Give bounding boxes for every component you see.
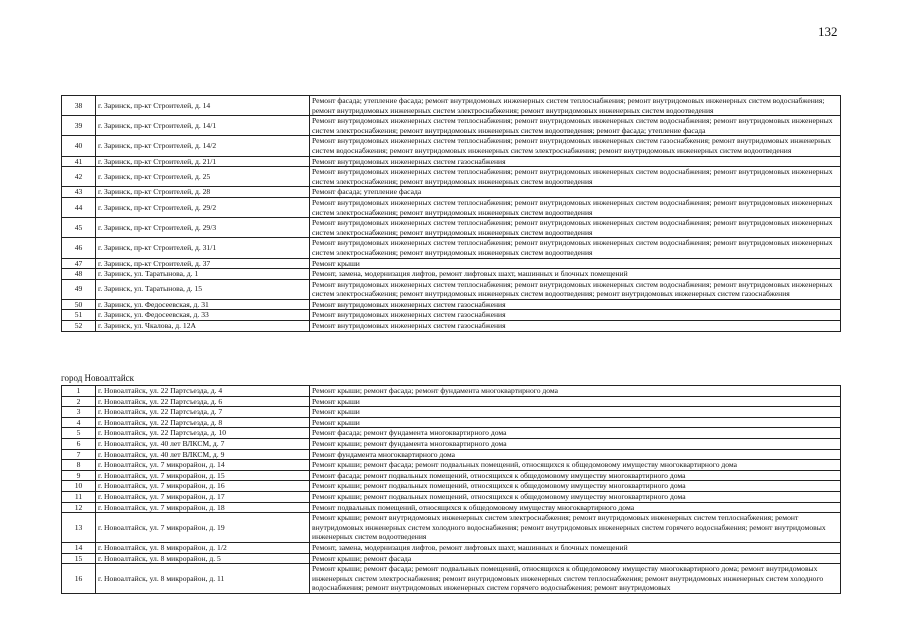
row-works: Ремонт внутридомовых инженерных систем газоснабжения [310,299,841,310]
table-row [62,542,841,553]
row-number: 47 [62,258,96,269]
table-row [62,396,841,407]
table-row [62,407,841,418]
row-works: Ремонт, замена, модернизация лифтов, ремонт лифтовых шахт, машинных и блочных помещений [310,269,841,280]
row-works: Ремонт внутридомовых инженерных систем теплоснабжения; ремонт внутридомовых инженерных систем водоснабжения; ремонт внутридомовых инженерных систем электроснабжения; ремонт внутридомовых инженерных систем водоотведения [310,238,841,258]
row-works: Ремонт подвальных помещений, относящихся к общедомовому имуществу многоквартирного дома [310,502,841,513]
row-number: 12 [62,502,96,513]
row-number: 38 [62,96,96,116]
row-works: Ремонт внутридомовых инженерных систем теплоснабжения; ремонт внутридомовых инженерных систем водоснабжения; ремонт внутридомовых инженерных систем электроснабжения; ремонт внутридомовых инженерных систем водоотведения [310,167,841,187]
row-number: 13 [62,513,96,543]
row-works: Ремонт крыши; ремонт фасада; ремонт фундамента многоквартирного дома [310,386,841,397]
table-row [62,269,841,280]
row-works: Ремонт крыши [310,417,841,428]
table-row [62,502,841,513]
table-row [62,564,841,594]
row-number: 40 [62,136,96,156]
row-works: Ремонт фасада; утепление фасада [310,187,841,198]
row-works: Ремонт фасада; утепление фасада; ремонт внутридомовых инженерных систем теплоснабжения; ремонт внутридомовых инженерных систем водоснабжения; ремонт внутридомовых инженерных систем электроснабжения; ремонт внутридомовых инженерных систем водоотведения [310,96,841,116]
table-row [62,491,841,502]
page-number: 132 [818,24,838,39]
row-address: г. Заринск, пр-кт Строителей, д. 21/1 [96,156,310,167]
zarinsk-table [61,95,841,332]
row-address: г. Новоалтайск, ул. 8 микрорайон, д. 11 [96,564,310,594]
row-address: г. Заринск, ул. Федосеевская, д. 33 [96,310,310,321]
row-number: 1 [62,386,96,397]
row-number: 16 [62,564,96,594]
row-works: Ремонт, замена, модернизация лифтов, ремонт лифтовых шахт, машинных и блочных помещений [310,542,841,553]
row-works: Ремонт крыши; ремонт внутридомовых инженерных систем электроснабжения; ремонт внутридомовых инженерных систем теплоснабжения; ремонт внутридомовых инженерных систем холодного водоснабжения; ремонт внутридомовых инженерных систем горячего водоснабжения; ремонт внутридомовых инженерных систем водоотведения [310,513,841,543]
row-number: 45 [62,218,96,238]
row-number: 3 [62,407,96,418]
row-address: г. Заринск, пр-кт Строителей, д. 14/2 [96,136,310,156]
table-row [62,553,841,564]
row-number: 50 [62,299,96,310]
table-row [62,197,841,217]
table-row [62,417,841,428]
table-row [62,279,841,299]
row-address: г. Новоалтайск, ул. 7 микрорайон, д. 17 [96,491,310,502]
table-row [62,321,841,332]
table-row [62,136,841,156]
row-works: Ремонт крыши [310,396,841,407]
row-address: г. Заринск, пр-кт Строителей, д. 28 [96,187,310,198]
row-address: г. Новоалтайск, ул. 8 микрорайон, д. 5 [96,553,310,564]
row-works: Ремонт внутридомовых инженерных систем теплоснабжения; ремонт внутридомовых инженерных систем газоснабжения; ремонт внутридомовых инженерных систем водоснабжения; ремонт внутридомовых инженерных систем электроснабжения; ремонт внутридомовых инженерных систем водоотведения [310,136,841,156]
table-row [62,449,841,460]
row-address: г. Заринск, ул. Чкалова, д. 12А [96,321,310,332]
row-works: Ремонт внутридомовых инженерных систем теплоснабжения; ремонт внутридомовых инженерных систем водоснабжения; ремонт внутридомовых инженерных систем электроснабжения; ремонт внутридомовых инженерных систем водоотведения [310,218,841,238]
row-works: Ремонт фасада; ремонт подвальных помещений, относящихся к общедомовому имуществу многоквартирного дома [310,470,841,481]
table-row [62,258,841,269]
row-works: Ремонт крыши; ремонт подвальных помещений, относящихся к общедомовому имуществу многоквартирного дома [310,491,841,502]
row-number: 42 [62,167,96,187]
row-number: 39 [62,116,96,136]
row-works: Ремонт внутридомовых инженерных систем теплоснабжения; ремонт внутридомовых инженерных систем водоснабжения; ремонт внутридомовых инженерных систем электроснабжения; ремонт внутридомовых инженерных систем водоотведения; ремонт внутридомовых инженерных систем газоснабжения [310,279,841,299]
table-row [62,156,841,167]
row-address: г. Новоалтайск, ул. 7 микрорайон, д. 15 [96,470,310,481]
table-row [62,299,841,310]
row-address: г. Новоалтайск, ул. 40 лет ВЛКСМ, д. 9 [96,449,310,460]
row-number: 9 [62,470,96,481]
row-works: Ремонт крыши [310,258,841,269]
row-works: Ремонт внутридомовых инженерных систем теплоснабжения; ремонт внутридомовых инженерных систем водоснабжения; ремонт внутридомовых инженерных систем электроснабжения; ремонт внутридомовых инженерных систем водоотведения [310,197,841,217]
row-number: 52 [62,321,96,332]
row-address: г. Заринск, пр-кт Строителей, д. 29/2 [96,197,310,217]
table-row [62,460,841,471]
table-row [62,167,841,187]
table-row [62,187,841,198]
row-number: 10 [62,481,96,492]
row-number: 8 [62,460,96,471]
row-number: 11 [62,491,96,502]
row-address: г. Заринск, ул. Таратынова, д. 15 [96,279,310,299]
row-works: Ремонт внутридомовых инженерных систем газоснабжения [310,321,841,332]
row-number: 14 [62,542,96,553]
row-works: Ремонт крыши [310,407,841,418]
row-address: г. Новоалтайск, ул. 22 Партсъезда, д. 6 [96,396,310,407]
table-row [62,96,841,116]
row-number: 4 [62,417,96,428]
table-row [62,218,841,238]
row-number: 6 [62,438,96,449]
row-address: г. Заринск, пр-кт Строителей, д. 25 [96,167,310,187]
table-row [62,386,841,397]
row-address: г. Новоалтайск, ул. 22 Партсъезда, д. 8 [96,417,310,428]
row-works: Ремонт внутридомовых инженерных систем газоснабжения [310,310,841,321]
row-address: г. Новоалтайск, ул. 40 лет ВЛКСМ, д. 7 [96,438,310,449]
row-address: г. Заринск, ул. Федосеевская, д. 31 [96,299,310,310]
row-number: 44 [62,197,96,217]
row-address: г. Заринск, пр-кт Строителей, д. 37 [96,258,310,269]
row-number: 41 [62,156,96,167]
row-address: г. Заринск, пр-кт Строителей, д. 31/1 [96,238,310,258]
novoaltaysk-table [61,385,841,594]
row-address: г. Новоалтайск, ул. 22 Партсъезда, д. 4 [96,386,310,397]
table-row [62,470,841,481]
row-works: Ремонт крыши; ремонт фасада; ремонт подвальных помещений, относящихся к общедомовому имуществу многоквартирного дома; ремонт внутридомовых инженерных систем электроснабжения; ремонт внутридомовых инженерных систем теплоснабжения; ремонт внутридомовых инженерных систем холодного водоснабжения; ремонт внутридомовых инженерных систем горячего водоснабжения; ремонт внутридомовых [310,564,841,594]
row-number: 48 [62,269,96,280]
row-number: 2 [62,396,96,407]
table-row [62,310,841,321]
row-number: 5 [62,428,96,439]
row-address: г. Новоалтайск, ул. 22 Партсъезда, д. 7 [96,407,310,418]
row-address: г. Заринск, пр-кт Строителей, д. 14 [96,96,310,116]
row-works: Ремонт крыши; ремонт фасада; ремонт подвальных помещений, относящихся к общедомовому имуществу многоквартирного дома [310,460,841,471]
table-row [62,481,841,492]
row-address: г. Заринск, пр-кт Строителей, д. 29/3 [96,218,310,238]
row-address: г. Новоалтайск, ул. 7 микрорайон, д. 16 [96,481,310,492]
row-number: 15 [62,553,96,564]
zarinsk-table-body [62,96,841,332]
row-works: Ремонт внутридомовых инженерных систем газоснабжения [310,156,841,167]
row-works: Ремонт внутридомовых инженерных систем теплоснабжения; ремонт внутридомовых инженерных систем водоснабжения; ремонт внутридомовых инженерных систем электроснабжения; ремонт внутридомовых инженерных систем водоотведения; ремонт фасада; утепление фасада [310,116,841,136]
row-works: Ремонт фундамента многоквартирного дома [310,449,841,460]
row-works: Ремонт крыши; ремонт фундамента многоквартирного дома [310,438,841,449]
row-number: 49 [62,279,96,299]
row-address: г. Новоалтайск, ул. 7 микрорайон, д. 14 [96,460,310,471]
row-number: 7 [62,449,96,460]
row-address: г. Новоалтайск, ул. 7 микрорайон, д. 18 [96,502,310,513]
row-address: г. Заринск, ул. Таратынова, д. 1 [96,269,310,280]
row-works: Ремонт крыши; ремонт подвальных помещений, относящихся к общедомовому имуществу многоквартирного дома [310,481,841,492]
row-number: 51 [62,310,96,321]
table-row [62,428,841,439]
table-row [62,116,841,136]
row-works: Ремонт фасада; ремонт фундамента многоквартирного дома [310,428,841,439]
row-number: 43 [62,187,96,198]
row-address: г. Новоалтайск, ул. 7 микрорайон, д. 19 [96,513,310,543]
novoaltaysk-table-body [62,386,841,594]
row-number: 46 [62,238,96,258]
row-address: г. Заринск, пр-кт Строителей, д. 14/1 [96,116,310,136]
city-heading: город Новоалтайск [61,373,135,383]
table-row [62,438,841,449]
table-row [62,238,841,258]
row-works: Ремонт крыши; ремонт фасада [310,553,841,564]
row-address: г. Новоалтайск, ул. 22 Партсъезда, д. 10 [96,428,310,439]
row-address: г. Новоалтайск, ул. 8 микрорайон, д. 1/2 [96,542,310,553]
table-row [62,513,841,543]
